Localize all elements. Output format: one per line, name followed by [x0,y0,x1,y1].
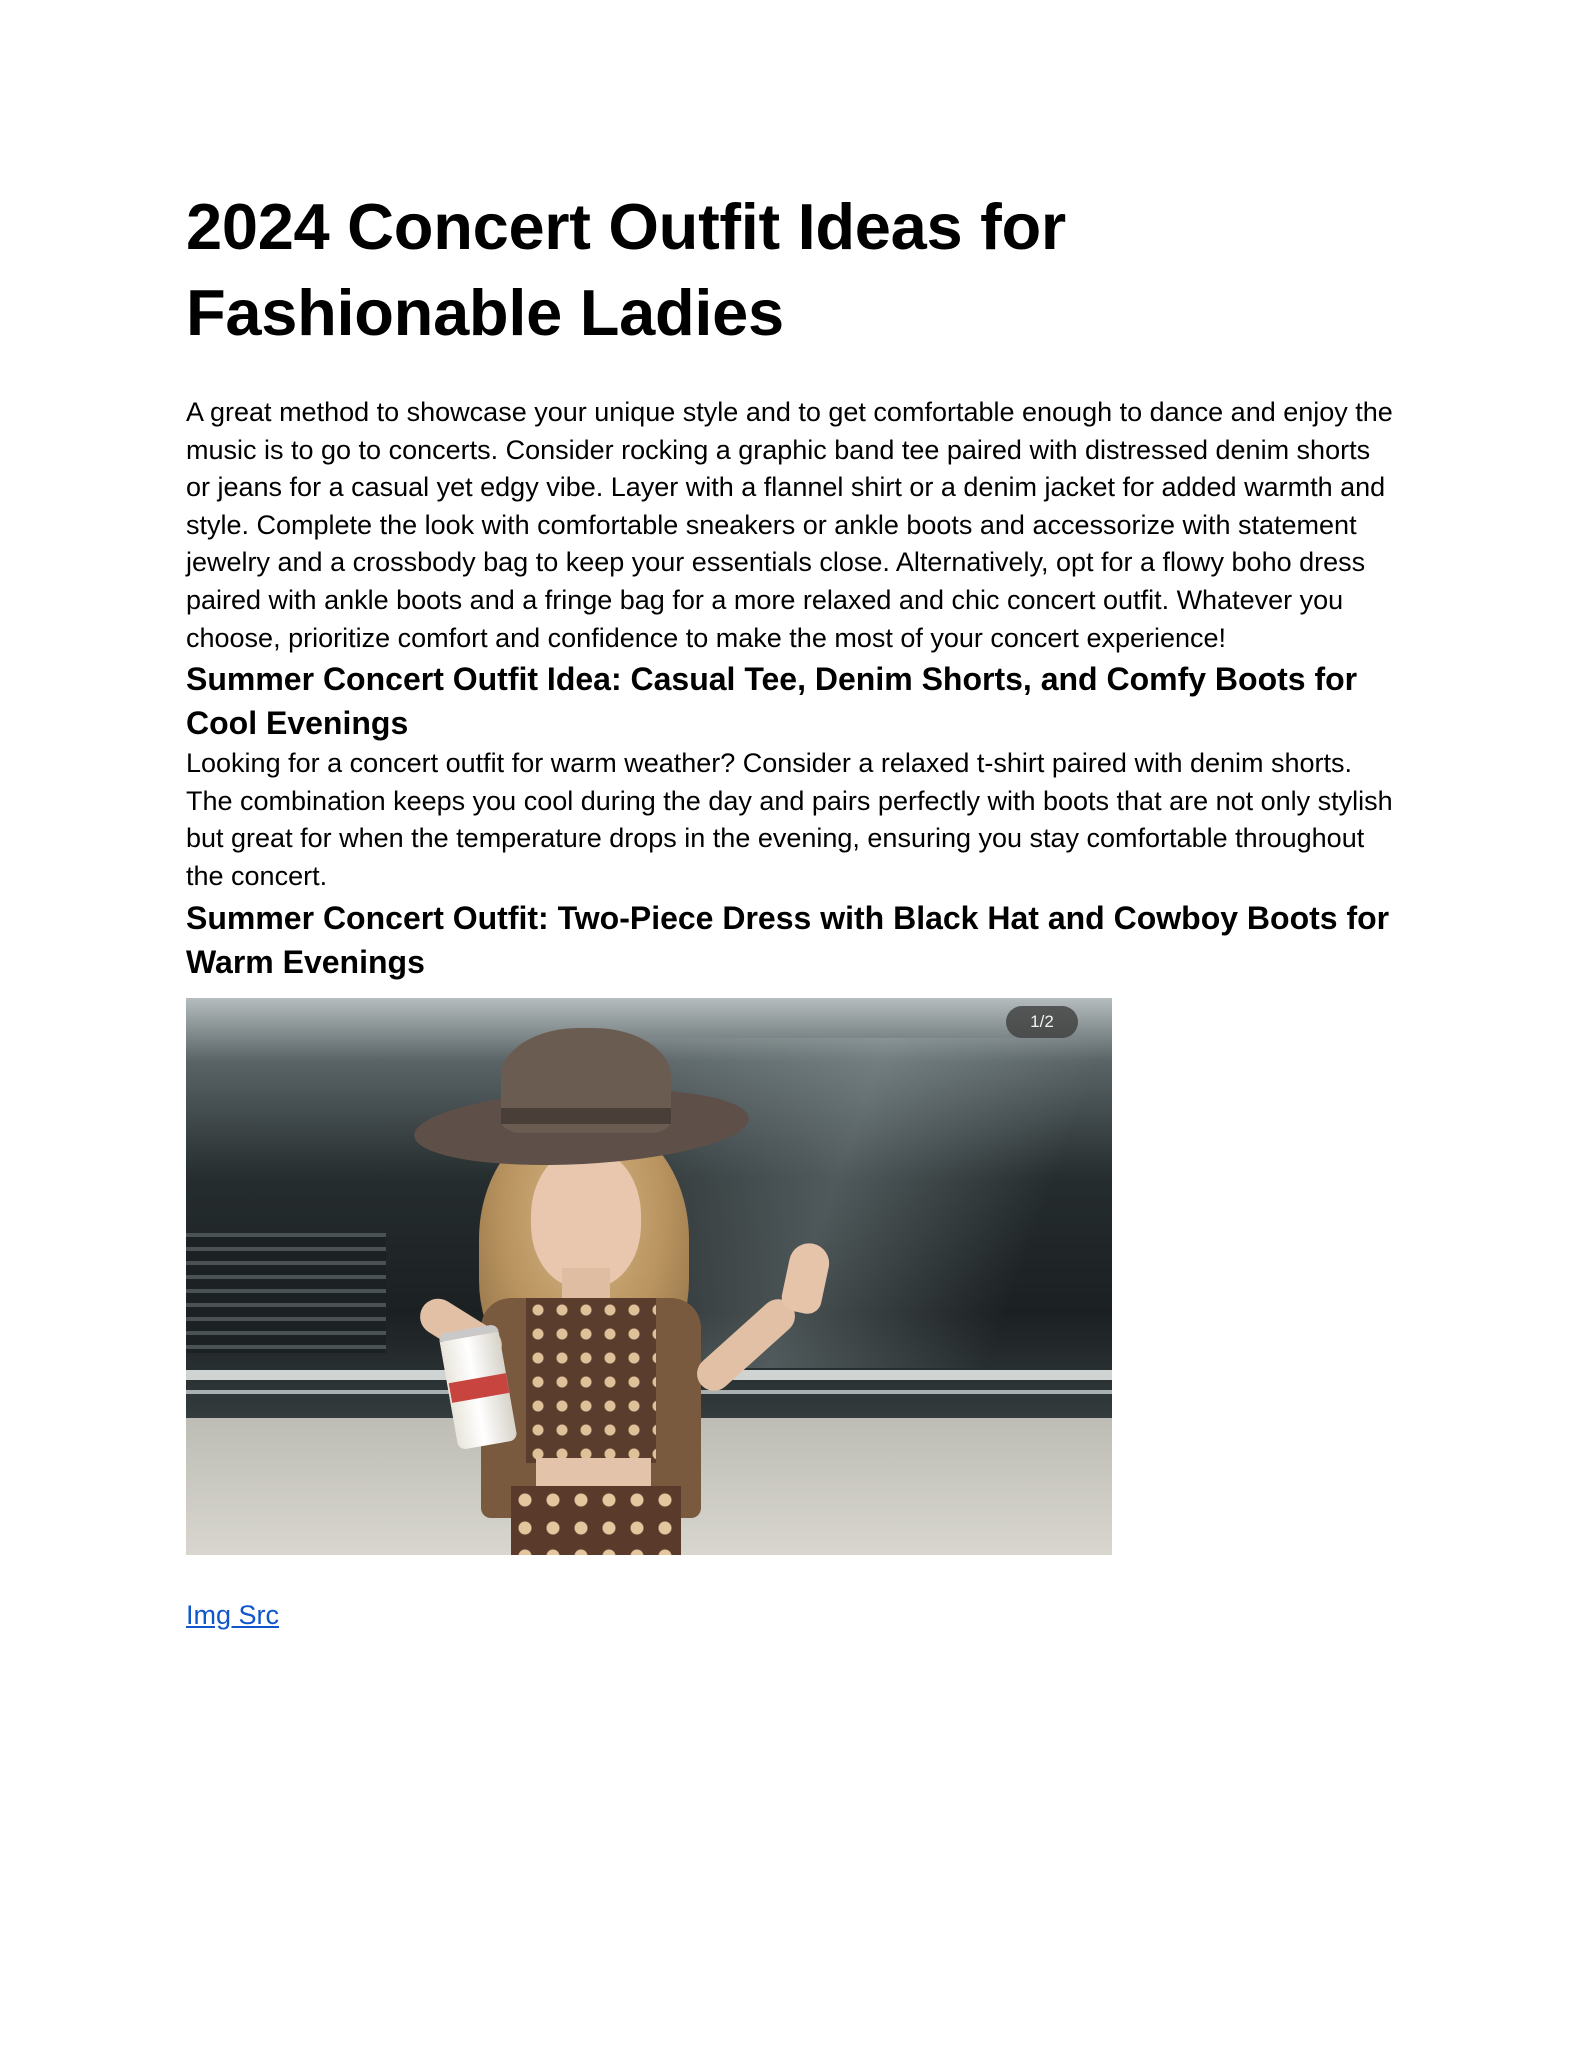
section-paragraph-casual-tee: Looking for a concert outfit for warm weather? Consider a relaxed t-shirt paired with denim shorts. The combination keeps you cool during the day and pairs perfectly with boots that are not only stylish but great for when the temperature drops in the evening, ensuring you stay comfortable throughout the concert. [186,748,1393,891]
intro-paragraph: A great method to showcase your unique style and to get comfortable enough to dance and enjoy the music is to go to concerts. Consider rocking a graphic band tee paired with distressed denim shorts or jeans for a casual yet edgy vibe. Layer with a flannel shirt or a denim jacket for added warmth and style. Complete the look with comfortable sneakers or ankle boots and accessorize with statement jewelry and a crossbody bag to keep your essentials close. Alternatively, opt for a flowy boho dress paired with ankle boots and a fringe bag for a more relaxed and chic concert outfit. Whatever you choose, prioritize comfort and confidence to make the most of your concert experience! [186,397,1393,653]
photo-hat-band [501,1108,671,1124]
photo-patterned-top [526,1298,656,1463]
photo-patterned-pants [511,1486,681,1555]
section-heading-casual-tee: Summer Concert Outfit Idea: Casual Tee, Denim Shorts, and Comfy Boots for Cool Evenings [186,661,1358,742]
photo-figure-midriff [536,1458,651,1488]
photo-counter-badge: 1/2 [1006,1006,1078,1038]
outfit-photo [186,998,1112,1555]
section-heading-two-piece-dress: Summer Concert Outfit: Two-Piece Dress with Black Hat and Cowboy Boots for Warm Evenings [186,899,1390,980]
document-content [186,184,1401,1633]
document-title: 2024 Concert Outfit Ideas for Fashionable Ladies [186,190,1066,349]
photo-bus-grille [186,1233,386,1353]
img-src-link[interactable]: Img Src [186,1599,280,1630]
photo-figure-face [531,1148,641,1288]
